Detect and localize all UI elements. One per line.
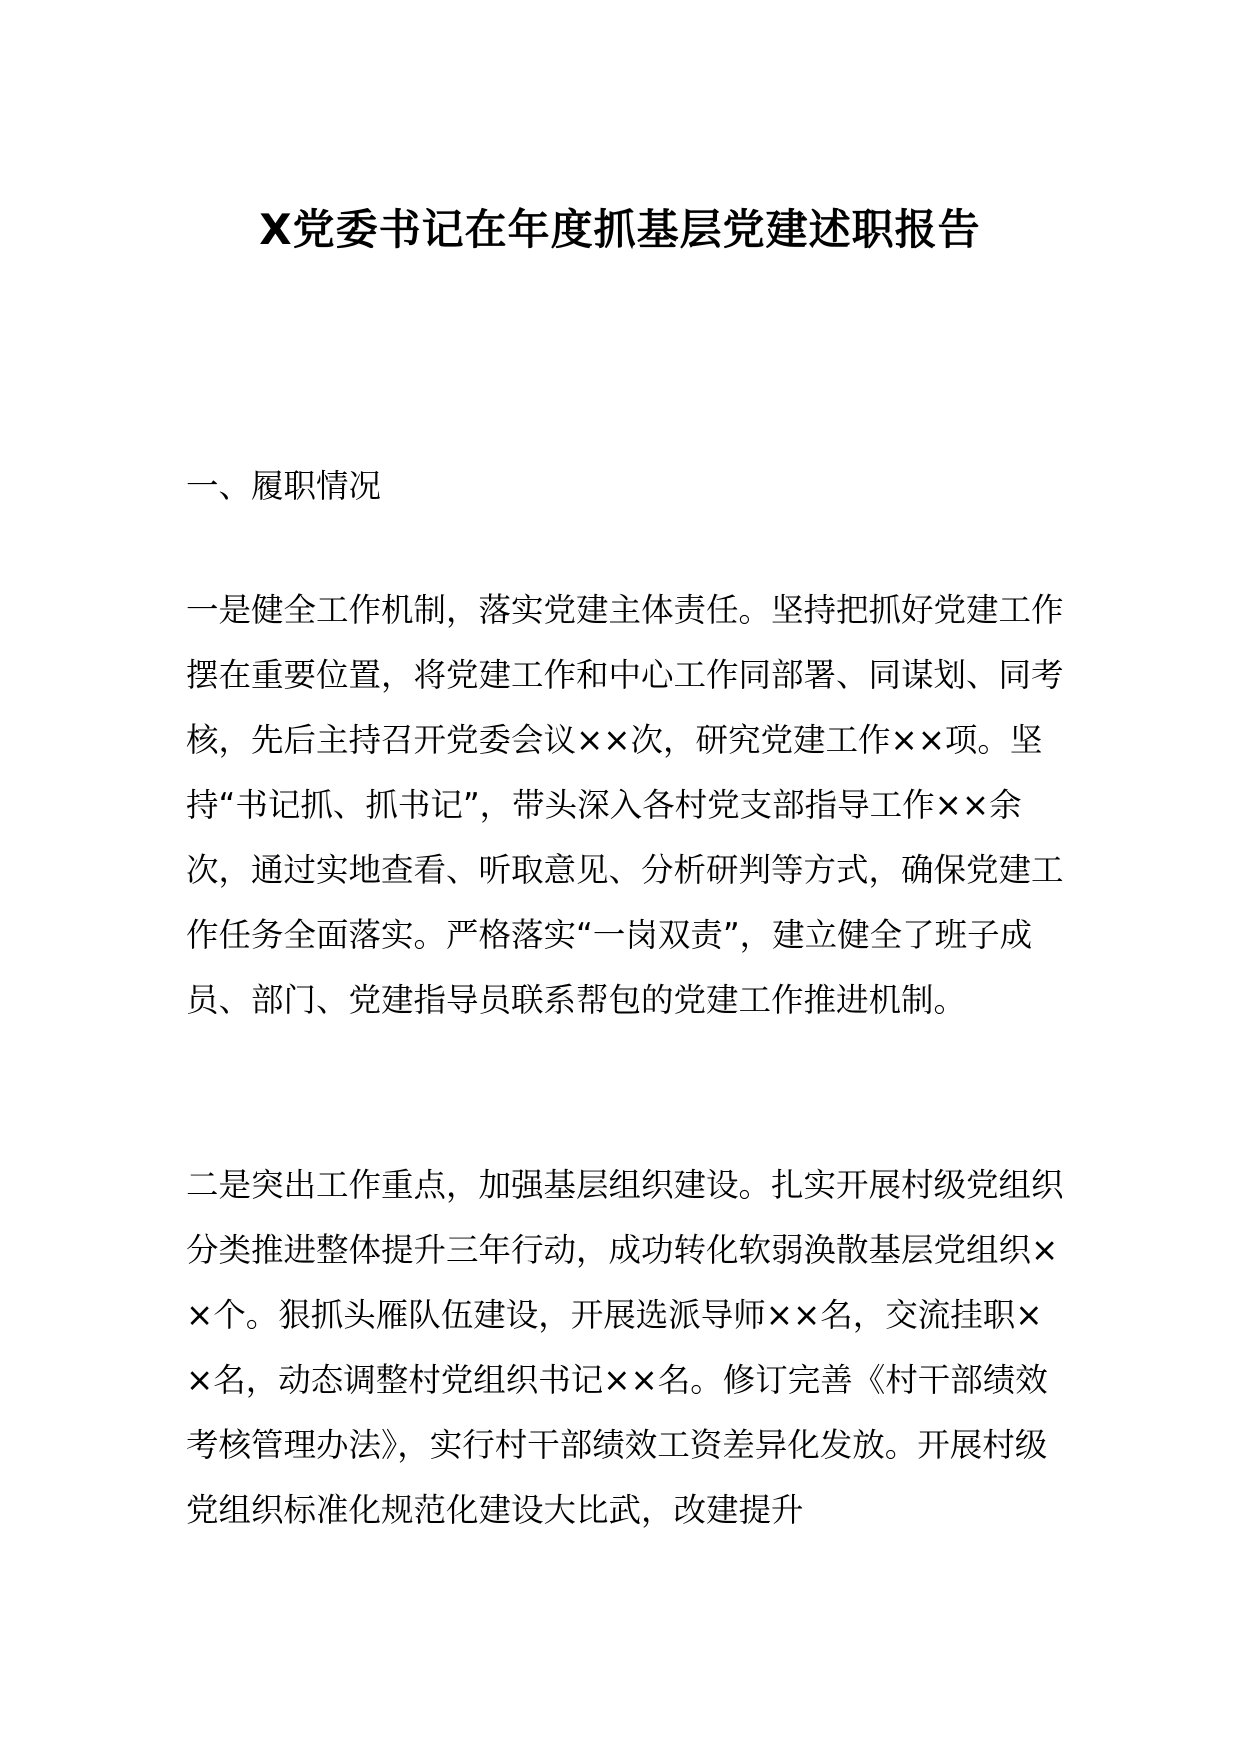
paragraph-1: 一是健全工作机制，落实党建主体责任。坚持把抓好党建工作摆在重要位置，将党建工作和中心工作同部署、同谋划、同考核，先后主持召开党委会议××次，研究党建工作××项。坚持“书记抓、抓书记”，带头深入各村党支部指导工作××余次，通过实地查看、听取意见、分析研判等方式，确保党建工作任务全面落实。严格落实“一岗双责”，建立健全了班子成员、部门、党建指导员联系帮包的党建工作推进机制。	[186, 591, 1064, 1019]
document-title: X党委书记在年度抓基层党建述职报告	[259, 205, 981, 254]
section-heading: 一、履职情况	[186, 467, 382, 505]
paragraph-2: 二是突出工作重点，加强基层组织建设。扎实开展村级党组织分类推进整体提升三年行动，成功转化软弱涣散基层党组织××个。狠抓头雁队伍建设，开展选派导师××名，交流挂职××名，动态调整村党组织书记××名。修订完善《村干部绩效考核管理办法》，实行村干部绩效工资差异化发放。开展村级党组织标准化规范化建设大比武，改建提升	[186, 1166, 1064, 1529]
